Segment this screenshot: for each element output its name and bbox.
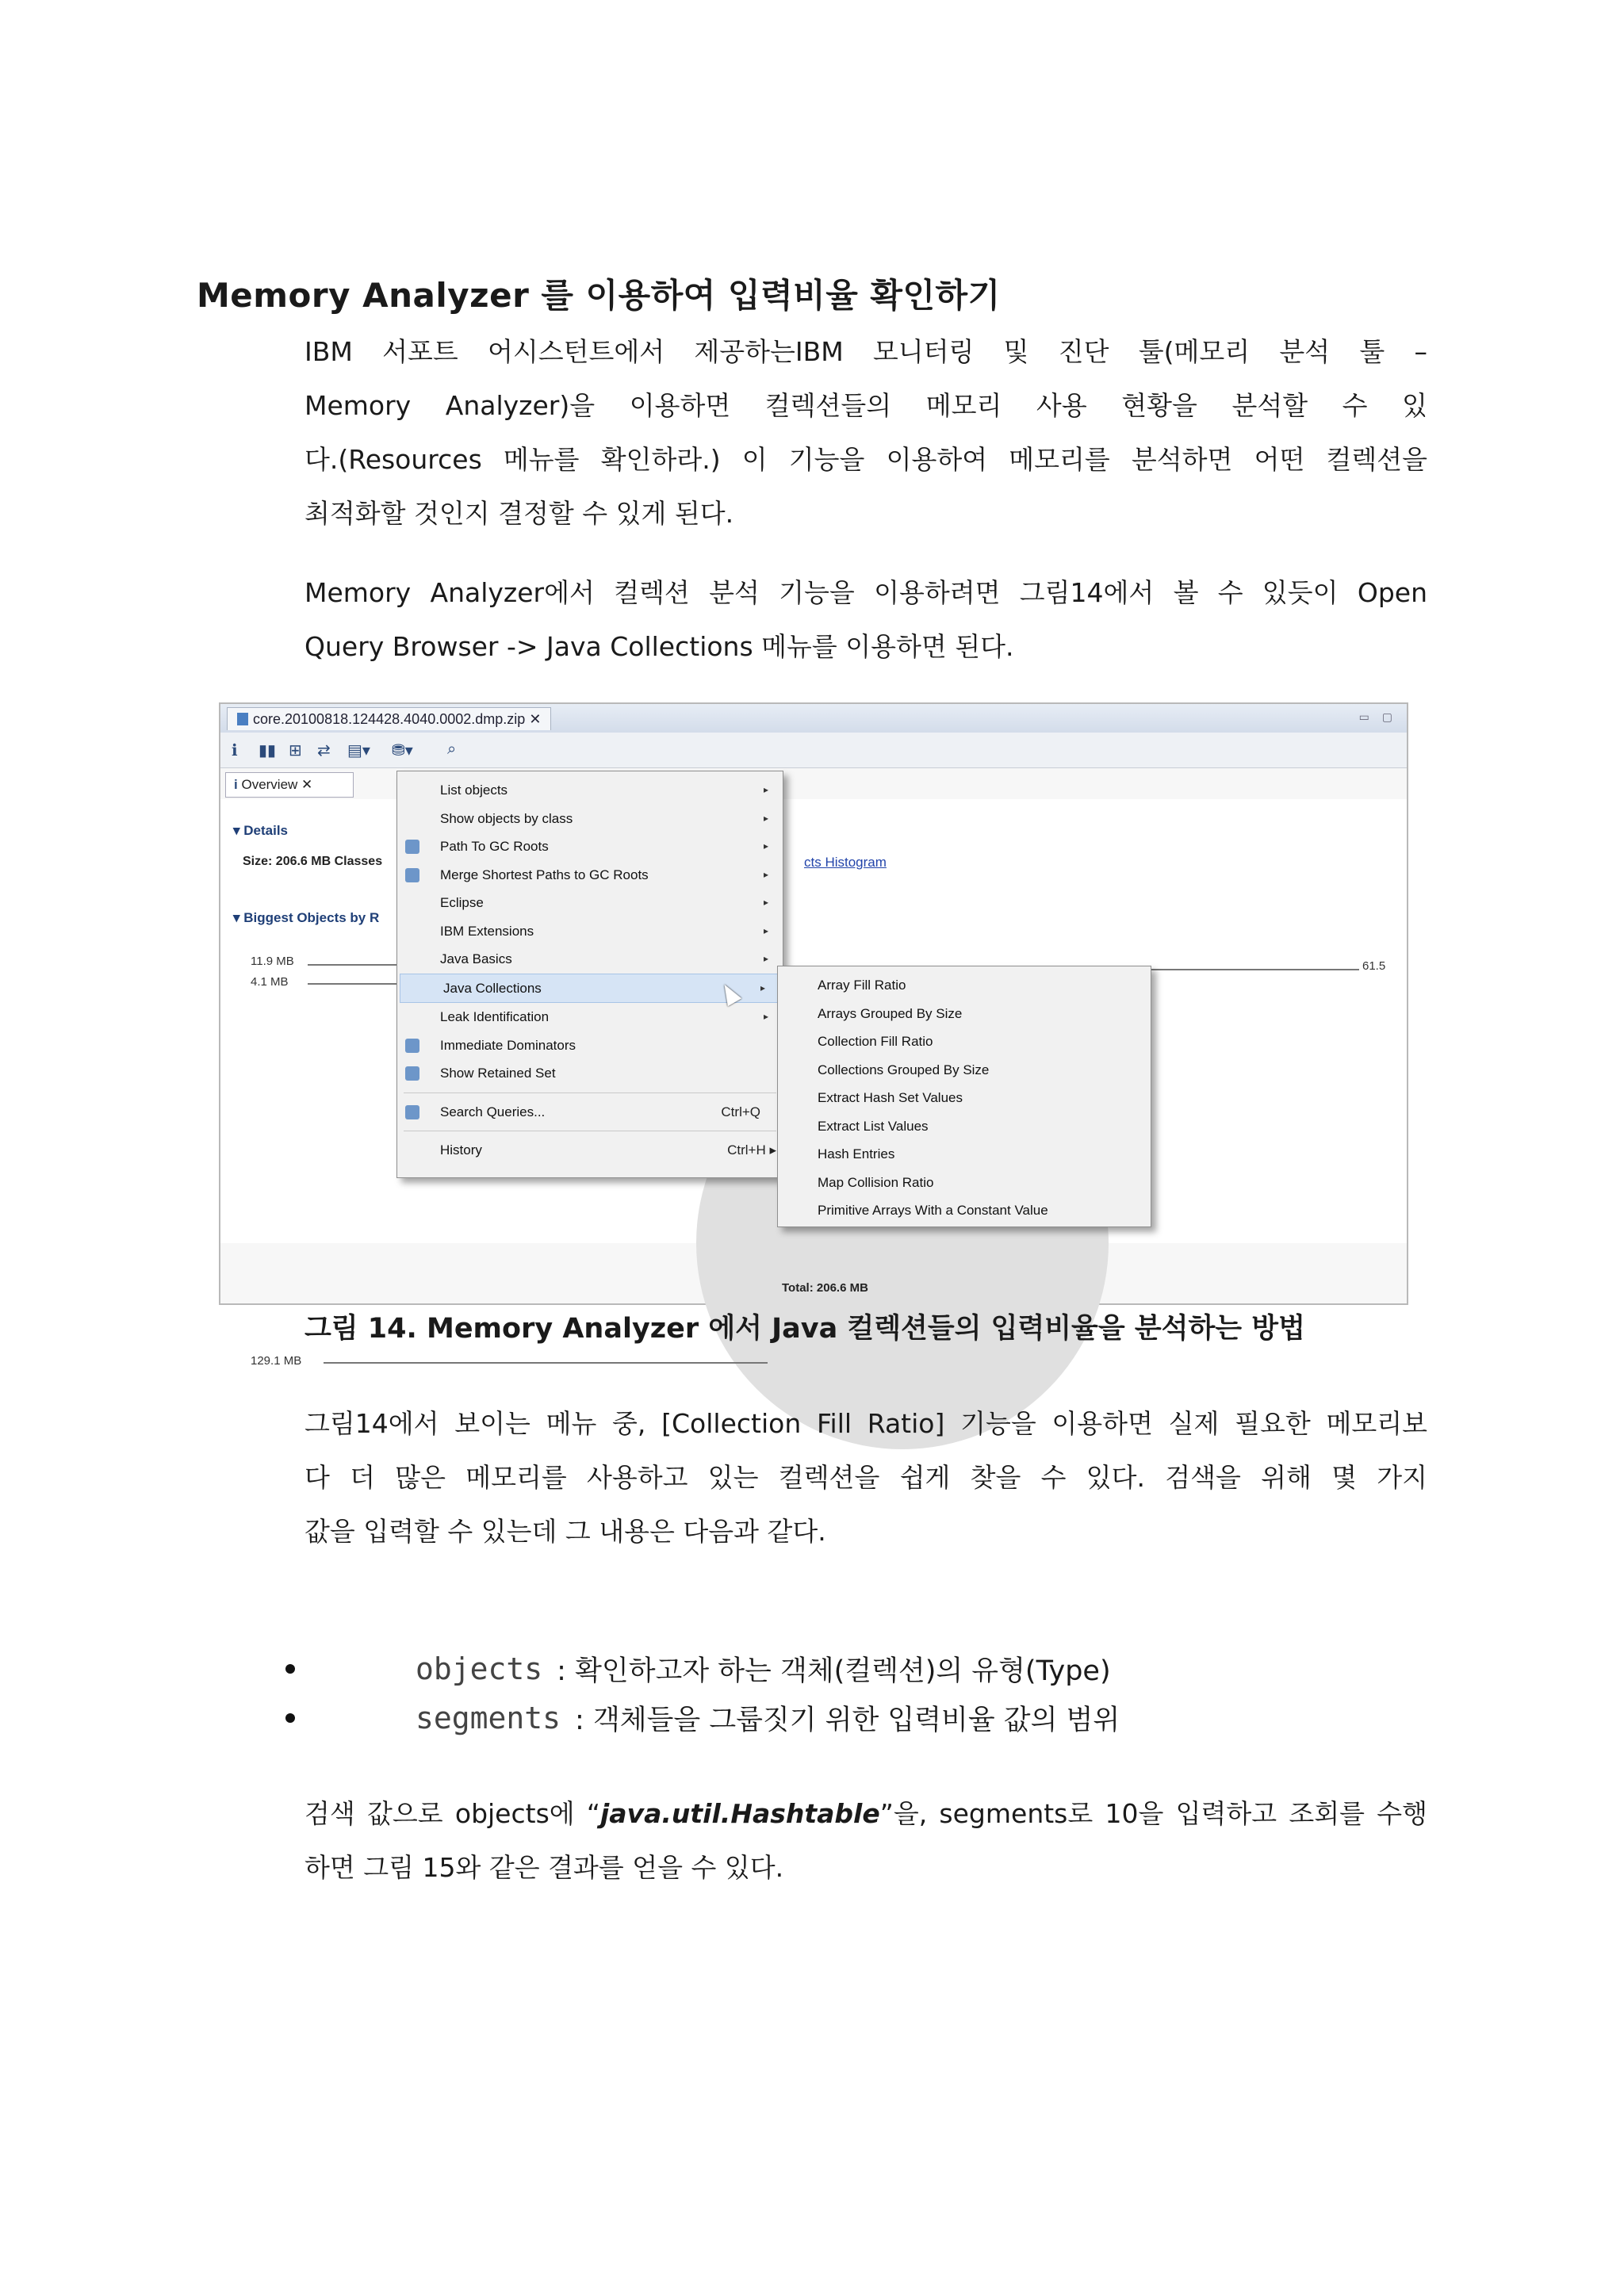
menu-item[interactable]	[397, 805, 783, 833]
paragraph-menu-howto	[304, 566, 1427, 674]
text-run: 검색 값으로 objects에 “	[304, 1798, 600, 1829]
leader-line	[308, 964, 403, 966]
dominator-icon	[405, 1039, 419, 1053]
paragraph-line: IBM 서포트 어시스턴트에서 제공하는IBM 모니터링 및 진단 툴(메모리 분석 툴 –	[304, 336, 1427, 367]
query-browser-icon[interactable]: ⛃▾	[392, 742, 413, 760]
submenu-item-collection-fill-ratio[interactable]: Collection Fill Ratio	[818, 1034, 933, 1049]
editor-tab-bar	[220, 704, 1407, 733]
menu-item-label: List objects	[440, 783, 508, 798]
menu-item[interactable]	[397, 1059, 783, 1088]
close-icon[interactable]: ✕	[529, 711, 542, 727]
submenu-item[interactable]: Extract Hash Set Values	[818, 1090, 963, 1105]
overview-tab[interactable]: i Overview ✕	[225, 772, 354, 798]
menu-item[interactable]	[397, 945, 783, 974]
dump-file-icon	[237, 713, 248, 725]
menu-item-label: Show Retained Set	[440, 1066, 556, 1081]
paragraph-line: Memory Analyzer에서 컬렉션 분석 기능을 이용하려면 그림14에서 볼 수 있듯이 Open	[304, 577, 1427, 608]
details-label: Details	[243, 823, 289, 838]
code-emphasis: java.util.Hashtable	[600, 1798, 880, 1829]
submenu-item[interactable]: Array Fill Ratio	[818, 978, 906, 993]
info-icon[interactable]: ℹ	[232, 742, 238, 760]
histogram-icon[interactable]: ▮▮	[259, 742, 277, 760]
toolbar	[220, 733, 1407, 768]
menu-item[interactable]	[397, 1031, 783, 1060]
submenu-item[interactable]: Primitive Arrays With a Constant Value	[818, 1203, 1048, 1218]
menu-item[interactable]	[397, 861, 783, 890]
paragraph-line: Query Browser -> Java Collections 메뉴를 이용하면 된다.	[304, 631, 1014, 662]
param-description: : 객체들을 그룹짓기 위한 입력비율 값의 범위	[575, 1705, 1120, 1736]
retained-icon	[405, 1066, 419, 1081]
list-item	[285, 1693, 1120, 1743]
size-summary	[243, 855, 382, 869]
menu-item[interactable]	[397, 832, 783, 861]
submenu-arrow-icon: ▸	[763, 840, 768, 851]
menu-item-label: History	[440, 1142, 482, 1158]
biggest-objects-section[interactable]: ▾ Biggest Objects by R	[233, 910, 380, 925]
file-tab[interactable]	[227, 707, 551, 730]
java-collections-submenu	[777, 966, 1151, 1227]
submenu-item[interactable]: Hash Entries	[818, 1146, 895, 1161]
total-label: Total: 206.6 MB	[782, 1281, 868, 1295]
bullet-icon	[285, 1664, 295, 1674]
paragraph-line: 최적화할 것인지 결정할 수 있게 된다.	[304, 498, 734, 529]
window-controls[interactable]: ▭ ▢	[1358, 710, 1397, 723]
merge-icon	[405, 868, 419, 882]
paragraph-line: 값을 입력할 수 있는데 그 내용은 다음과 같다.	[304, 1516, 826, 1547]
menu-item-label: Path To GC Roots	[440, 839, 549, 854]
mb-label: 129.1 MB	[251, 1354, 302, 1368]
menu-item[interactable]	[397, 1098, 783, 1127]
submenu-arrow-icon: ▸	[763, 953, 768, 964]
mb-label: 11.9 MB	[251, 955, 294, 968]
histogram-link[interactable]: cts Histogram	[804, 855, 887, 870]
overview-tab-label: Overview	[241, 777, 298, 792]
parameter-list	[285, 1644, 1120, 1743]
leader-line	[324, 1362, 768, 1364]
paragraph-line: 그림14에서 보이는 메뉴 중, [Collection Fill Ratio] 기능을 이용하면 실제 필요한 메모리보	[304, 1408, 1427, 1439]
search-icon[interactable]: ⌕	[447, 740, 457, 758]
menu-item-label: Eclipse	[440, 895, 484, 910]
paragraph-intro	[304, 325, 1427, 541]
submenu-item[interactable]: Collections Grouped By Size	[818, 1062, 990, 1077]
section-heading: Memory Analyzer 를 이용하여 입력비율 확인하기	[197, 276, 1001, 315]
path-icon	[405, 840, 419, 854]
submenu-arrow-icon: ▸	[763, 812, 768, 824]
submenu-arrow-icon: ▸	[763, 868, 768, 880]
param-name: segments	[416, 1701, 561, 1735]
oql-icon[interactable]: ⇄	[317, 742, 331, 760]
menu-item-label: Show objects by class	[440, 810, 573, 826]
submenu-arrow-icon: ▸	[763, 1011, 768, 1022]
menu-item-label: Merge Shortest Paths to GC Roots	[440, 867, 649, 882]
paragraph-line: 다 더 많은 메모리를 사용하고 있는 컬렉션을 쉽게 찾을 수 있다. 검색을 위해 몇 가지	[304, 1462, 1427, 1493]
paragraph-line: 다.(Resources 메뉴를 확인하라.) 이 기능을 이용하여 메모리를 분석하면 어떤 컬렉션을	[304, 444, 1427, 475]
menu-item-label: Search Queries...	[440, 1104, 546, 1119]
menu-item[interactable]	[397, 1003, 783, 1031]
submenu-arrow-icon: ▸	[760, 982, 765, 993]
submenu-arrow-icon: ▸	[763, 784, 768, 795]
search-queries-icon	[405, 1105, 419, 1119]
details-section[interactable]: ▾ Details	[233, 823, 289, 838]
menu-item-label: Immediate Dominators	[440, 1037, 576, 1053]
param-description: : 확인하고자 하는 객체(컬렉션)의 유형(Type)	[557, 1655, 1111, 1687]
value-label: 61.5	[1362, 959, 1386, 973]
menu-item-label: Leak Identification	[440, 1009, 550, 1024]
leader-line	[1150, 969, 1359, 970]
list-item	[285, 1644, 1120, 1693]
submenu-arrow-icon: ▸	[763, 897, 768, 908]
paragraph-line: Memory Analyzer)을 이용하면 컬렉션들의 메모리 사용 현황을 분석할 수 있	[304, 390, 1427, 421]
menu-item[interactable]	[397, 917, 783, 946]
submenu-item[interactable]: Map Collision Ratio	[818, 1174, 934, 1190]
paragraph-line: 하면 그림 15와 같은 결과를 얻을 수 있다.	[304, 1852, 784, 1883]
query-browser-menu	[396, 771, 783, 1178]
leader-line	[308, 983, 403, 985]
size-summary-text: Size: 206.6 MB Classes	[243, 855, 383, 868]
menu-item[interactable]	[397, 1136, 783, 1165]
paragraph-search-example	[304, 1787, 1427, 1895]
dominator-tree-icon[interactable]: ⊞	[289, 742, 302, 760]
submenu-arrow-icon: ▸	[763, 924, 768, 936]
file-tab-label: core.20100818.124428.4040.0002.dmp.zip	[253, 711, 526, 727]
menu-item[interactable]	[397, 776, 783, 805]
paragraph-line	[304, 1787, 1427, 1841]
report-icon[interactable]: ▤▾	[347, 742, 370, 760]
text-run: ”을, segments로 10을 입력하고 조회를 수행	[879, 1798, 1427, 1829]
menu-item-label: IBM Extensions	[440, 923, 534, 939]
submenu-item[interactable]: Extract List Values	[818, 1118, 929, 1134]
menu-item-label: Java Collections	[443, 980, 542, 996]
accelerator: Ctrl+H ▸	[727, 1142, 776, 1158]
submenu-item[interactable]: Arrays Grouped By Size	[818, 1005, 963, 1021]
biggest-objects-label: Biggest Objects by R	[243, 910, 380, 925]
menu-item-label: Java Basics	[440, 951, 512, 966]
accelerator: Ctrl+Q	[721, 1104, 760, 1119]
bullet-icon	[285, 1713, 295, 1723]
menu-item[interactable]	[397, 889, 783, 917]
mb-label: 4.1 MB	[251, 975, 289, 989]
figure-caption: 그림 14. Memory Analyzer 에서 Java 컬렉션들의 입력비율을 분석하는 방법	[304, 1313, 1305, 1345]
param-name: objects	[416, 1651, 543, 1686]
paragraph-fill-ratio	[304, 1397, 1427, 1559]
